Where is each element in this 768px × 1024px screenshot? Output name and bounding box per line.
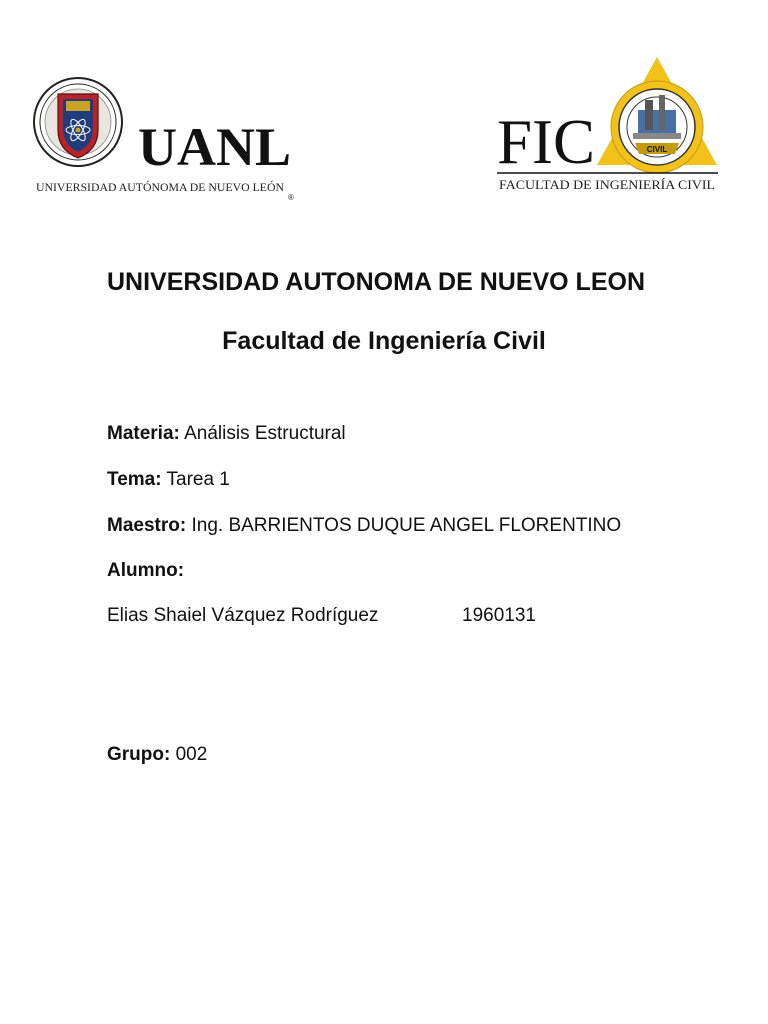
materia-field	[107, 423, 346, 445]
university-heading: UNIVERSIDAD AUTONOMA DE NUEVO LEON	[107, 268, 646, 296]
fic-badge-text: CIVIL	[646, 145, 668, 154]
uanl-seal-icon	[34, 78, 122, 166]
uanl-logo	[30, 70, 300, 205]
tema-field	[107, 469, 230, 491]
materia-label: Materia:	[107, 423, 180, 444]
fic-logo	[495, 55, 720, 200]
tema-label: Tema:	[107, 469, 162, 490]
grupo-label: Grupo:	[107, 744, 171, 765]
alumno-label: Alumno:	[107, 560, 185, 581]
fic-acronym: FIC	[497, 106, 595, 177]
alumno-field	[107, 560, 184, 582]
faculty-heading: Facultad de Ingeniería Civil	[222, 327, 546, 355]
materia-value: Análisis Estructural	[184, 423, 346, 444]
uanl-full-name: UNIVERSIDAD AUTÓNOMA DE NUEVO LEÓN	[36, 182, 279, 194]
maestro-value: Ing. BARRIENTOS DUQUE ANGEL FLORENTINO	[191, 515, 622, 536]
student-id: 1960131	[462, 605, 536, 626]
tema-value: Tarea 1	[166, 469, 230, 490]
fic-full-name: FACULTAD DE INGENIERÍA CIVIL	[499, 177, 716, 192]
maestro-field	[107, 515, 621, 537]
uanl-registered-mark: ®	[288, 193, 294, 202]
grupo-value: 002	[175, 744, 208, 765]
grupo-field	[107, 744, 207, 766]
maestro-label: Maestro:	[107, 515, 187, 536]
fic-emblem-icon	[597, 57, 717, 173]
uanl-acronym: UANL	[138, 117, 292, 177]
student-name: Elias Shaiel Vázquez Rodríguez	[107, 605, 379, 626]
